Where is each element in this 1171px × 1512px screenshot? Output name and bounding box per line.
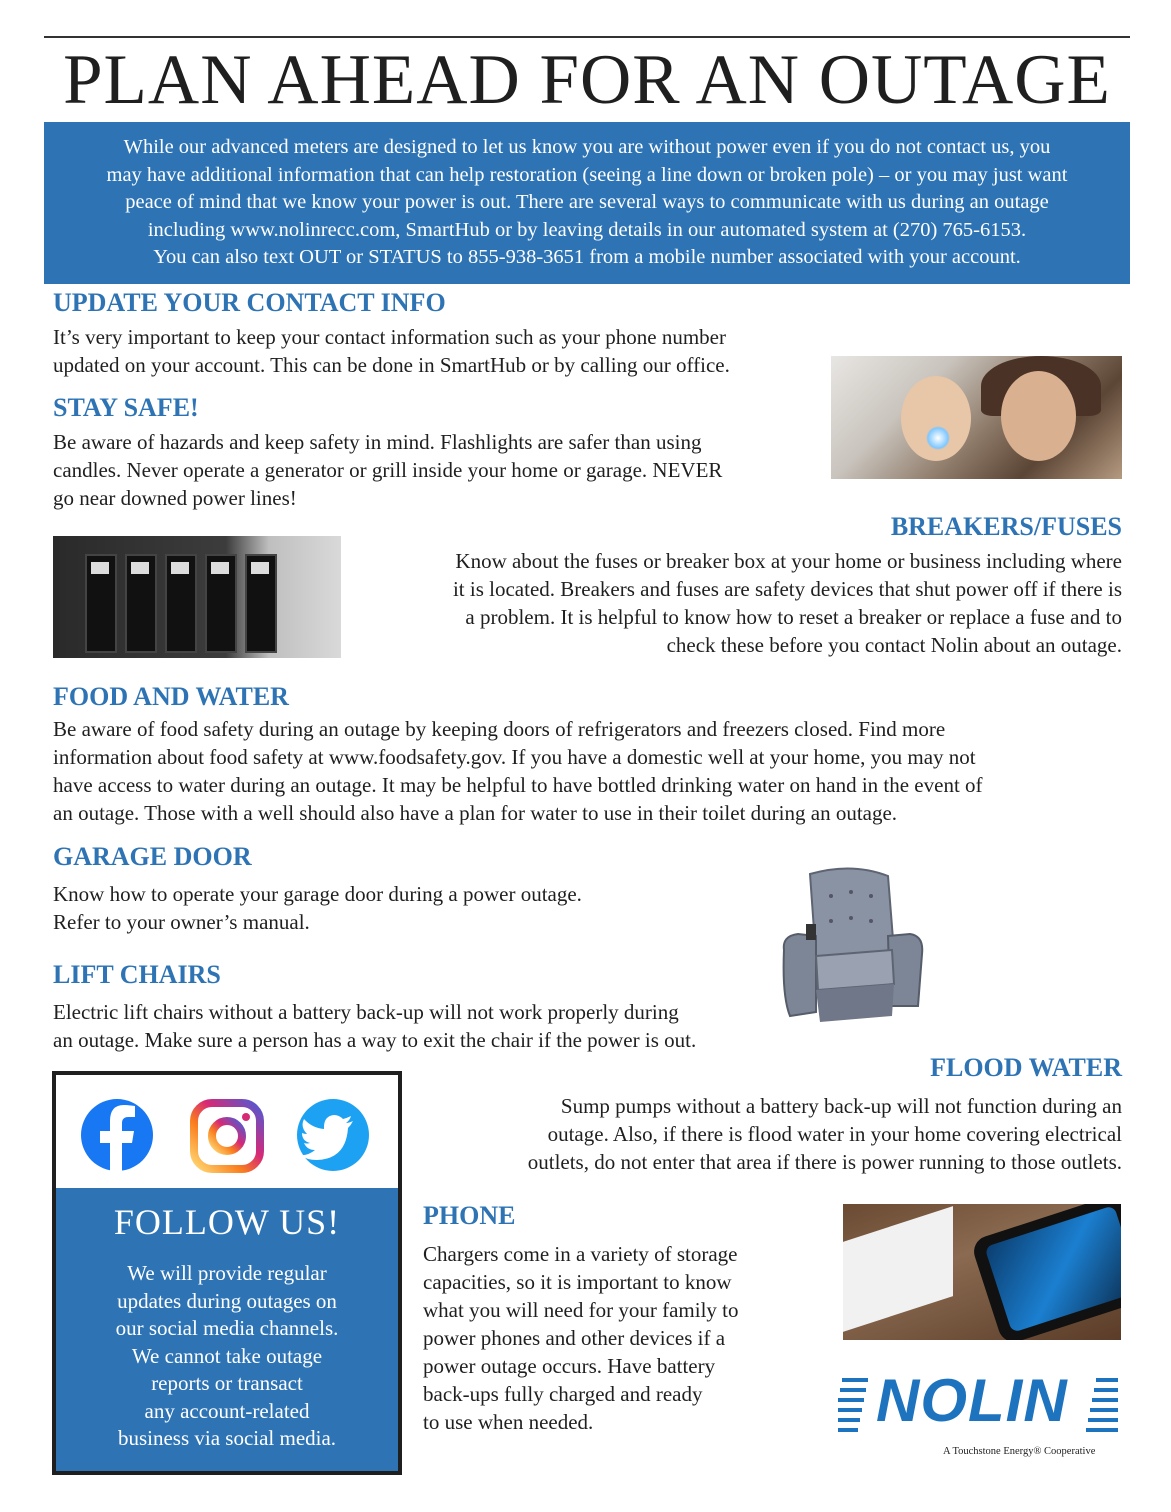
text-line: information about food safety at www.foodsafety.gov. If you have a domestic well at your home, you may not [53,745,976,769]
text-breakers [350,547,1122,659]
text-line: Sump pumps without a battery back-up will not function during an [560,1094,1122,1118]
intro-line: You can also text OUT or STATUS to 855-938-3651 from a mobile number associated with your account. [153,246,1021,268]
top-rule [44,36,1130,38]
text-garage-door [53,880,753,936]
heading-garage-door: GARAGE DOOR [53,842,252,871]
text-line: updates during outages on [117,1288,337,1313]
breaker-box-photo [53,536,341,658]
text-line: Be aware of food safety during an outage by keeping doors of refrigerators and freezers closed. Find more [53,717,946,741]
text-line: It’s very important to keep your contact information such as your phone number [53,325,726,349]
logo-wordmark: NOLIN [876,1367,1068,1434]
heading-contact: UPDATE YOUR CONTACT INFO [53,288,446,317]
text-line: reports or transact [151,1371,303,1395]
text-line: outage. Also, if there is flood water in your home covering electrical [547,1122,1122,1146]
text-line: We cannot take outage [131,1343,323,1368]
text-phone [423,1240,833,1436]
text-line: Know about the fuses or breaker box at your home or business including where [455,549,1122,573]
text-stay-safe [53,428,823,512]
text-line: We will provide regular [127,1261,327,1285]
lift-chair-photo [776,866,928,1030]
follow-us-box [52,1071,402,1475]
heading-stay-safe: STAY SAFE! [53,393,199,422]
text-line: power outage occurs. Have battery [423,1354,716,1378]
follow-us-text [56,1260,398,1453]
text-line: an outage. Those with a well should also have a plan for water to use in their toilet during an outage. [53,801,898,825]
heading-lift-chairs: LIFT CHAIRS [53,960,221,989]
heading-phone: PHONE [423,1201,516,1230]
text-line: Refer to your owner’s manual. [53,910,310,934]
text-line: Know how to operate your garage door during a power outage. [53,882,582,906]
heading-food-water: FOOD AND WATER [53,682,289,711]
twitter-icon[interactable] [297,1099,369,1171]
intro-line: may have additional information that can help restoration (seeing a line down or broken pole) – or you may just want [106,163,1068,186]
text-line: Be aware of hazards and keep safety in mind. Flashlights are safer than using [53,430,702,454]
text-line: check these before you contact Nolin about an outage. [666,633,1122,657]
logo-tagline: A Touchstone Energy® Cooperative [943,1446,1096,1457]
text-contact [53,323,823,379]
heading-breakers: BREAKERS/FUSES [890,512,1122,541]
instagram-icon[interactable] [194,1103,260,1169]
intro-line: peace of mind that we know your power is out. There are several ways to communicate with us during an outage [125,191,1049,213]
text-line: have access to water during an outage. It may be helpful to have bottled drinking water on hand in the event of [53,773,983,797]
intro-box [44,122,1130,284]
text-line: updated on your account. This can be done in SmartHub or by calling our office. [53,353,730,377]
page-title: PLAN AHEAD FOR AN OUTAGE [63,41,1111,119]
text-line: go near downed power lines! [53,486,297,510]
text-line: Electric lift chairs without a battery back-up will not work properly during [53,1000,679,1024]
text-flood-water [420,1092,1122,1176]
text-line: power phones and other devices if a [423,1326,726,1350]
phone-charger-photo [843,1204,1121,1340]
text-line: a problem. It is helpful to know how to reset a breaker or replace a fuse and to [465,605,1122,629]
text-line: our social media channels. [115,1316,339,1340]
text-line: Chargers come in a variety of storage [423,1242,738,1266]
intro-line: While our advanced meters are designed to let us know you are without power even if you do not contact us, you [123,136,1051,158]
text-line: back-ups fully charged and ready [423,1382,703,1406]
text-line: any account-related [144,1398,310,1423]
text-line: capacities, so it is important to know [423,1270,732,1294]
text-line: an outage. Make sure a person has a way to exit the chair if the power is out. [53,1028,697,1052]
text-line: to use when needed. [423,1410,594,1434]
social-icons [56,1075,398,1188]
text-line: what you will need for your family to [423,1298,739,1322]
nolin-logo [838,1366,1120,1466]
flashlight-photo [831,356,1122,479]
text-line: it is located. Breakers and fuses are safety devices that shut power off if there is [452,577,1122,601]
follow-us-heading: FOLLOW US! [113,1202,341,1242]
heading-flood-water: FLOOD WATER [930,1053,1122,1082]
intro-line: including www.nolinrecc.com, SmartHub or by leaving details in our automated system at (270) 765-6153. [147,218,1027,241]
follow-us-panel [56,1188,398,1471]
text-line: candles. Never operate a generator or grill inside your home or garage. NEVER [53,458,723,482]
text-line: business via social media. [117,1426,337,1450]
text-line: outlets, do not enter that area if there is power running to those outlets. [527,1150,1122,1174]
facebook-icon[interactable] [81,1099,153,1171]
text-food-water [53,715,1128,827]
text-lift-chairs [53,998,783,1054]
